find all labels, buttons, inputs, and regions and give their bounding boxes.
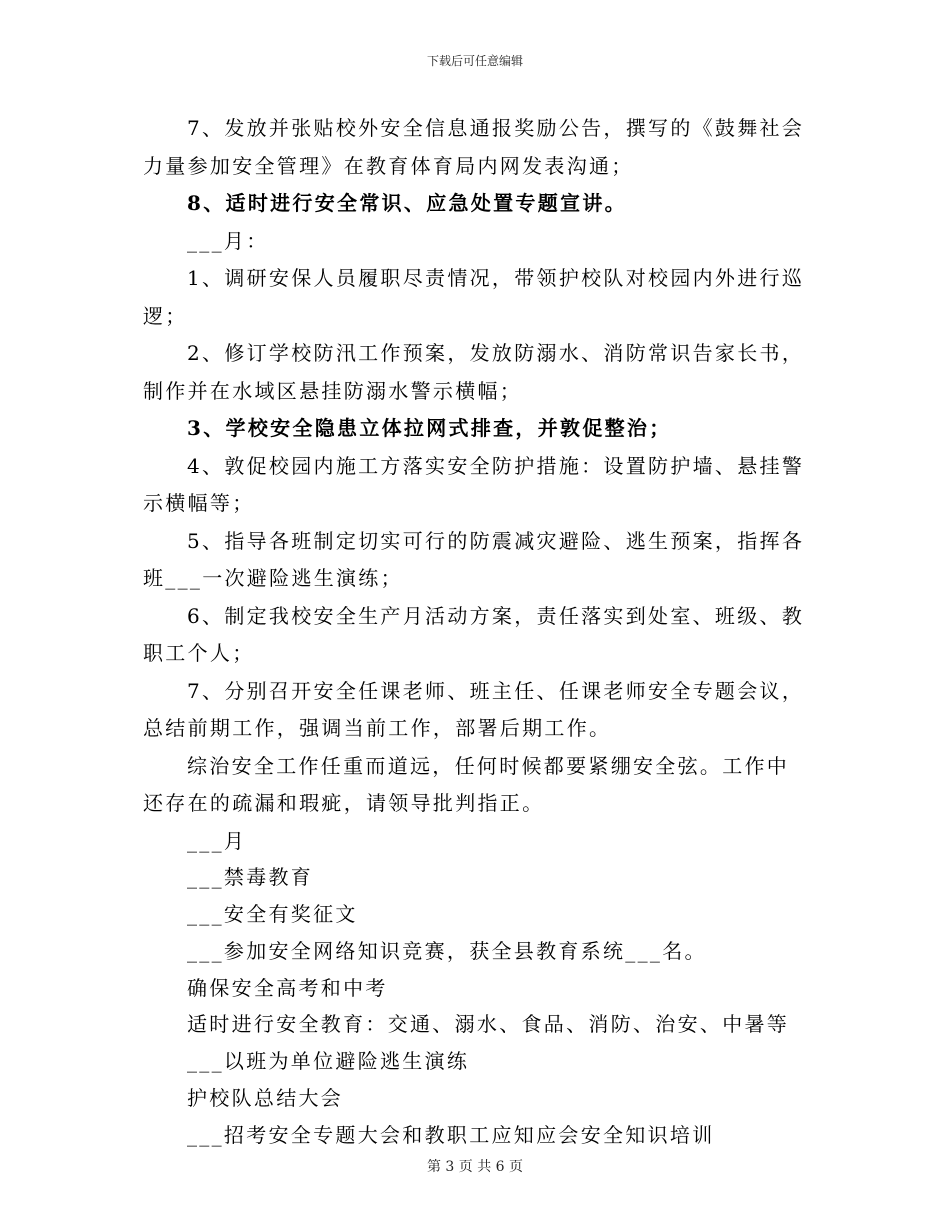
schedule-item-exam-safety: 确保安全高考和中考 (187, 975, 388, 1000)
schedule-month: ___月 (187, 828, 247, 853)
paragraph-item-4-construction: 4、敦促校园内施工方落实安全防护措施：设置防护墙、悬挂警示横幅等； (143, 453, 805, 515)
schedule-item-training: ___招考安全专题大会和教职工应知应会安全知识培训 (187, 1122, 715, 1147)
paragraph-item-8-lecture: 8、适时进行安全常识、应急处置专题宣讲。 (187, 191, 627, 215)
schedule-item-patrol-meeting: 护校队总结大会 (187, 1086, 344, 1111)
month-heading: ___月： (187, 228, 269, 253)
paragraph-item-3-inspection: 3、学校安全隐患立体拉网式排查，并敦促整治； (187, 416, 672, 440)
schedule-item-safety-education: 适时进行安全教育：交通、溺水、食品、消防、治安、中暑等 (187, 1012, 790, 1037)
page-header: 下载后可任意编辑 (426, 54, 523, 68)
paragraph-item-6-plan: 6、制定我校安全生产月活动方案，责任落实到处室、班级、教职工个人； (143, 603, 805, 665)
schedule-item-class-drill: ___以班为单位避险逃生演练 (187, 1049, 470, 1074)
paragraph-item-7-meeting: 7、分别召开安全任课老师、班主任、任课老师安全专题会议，总结前期工作，强调当前工作，部署后期工作。 (143, 678, 805, 740)
paragraph-item-2-flood: 2、修订学校防汛工作预案，发放防溺水、消防常识告家长书，制作并在水域区悬挂防溺水警示横幅； (143, 341, 805, 403)
paragraph-item-7-notice: 7、发放并张贴校外安全信息通报奖励公告，撰写的《鼓舞社会力量参加安全管理》在教育体育局内网发表沟通； (143, 116, 805, 178)
paragraph-item-1-patrol: 1、调研安保人员履职尽责情况，带领护校队对校园内外进行巡逻； (143, 266, 805, 328)
document-body (143, 110, 808, 1154)
schedule-item-essay: ___安全有奖征文 (187, 902, 358, 927)
page-number-footer: 第 3 页 共 6 页 (426, 1159, 524, 1175)
paragraph-item-5-drill: 5、指导各班制定切实可行的防震减灾避险、逃生预案，指挥各班___一次避险逃生演练； (143, 528, 805, 590)
schedule-item-contest: ___参加安全网络知识竞赛，获全县教育系统___名。 (187, 938, 707, 963)
schedule-item-drug-education: ___禁毒教育 (187, 865, 314, 890)
paragraph-summary: 综治安全工作任重而道远，任何时候都要紧绷安全弦。工作中还存在的疏漏和瑕疵，请领导批判指正。 (143, 753, 790, 815)
